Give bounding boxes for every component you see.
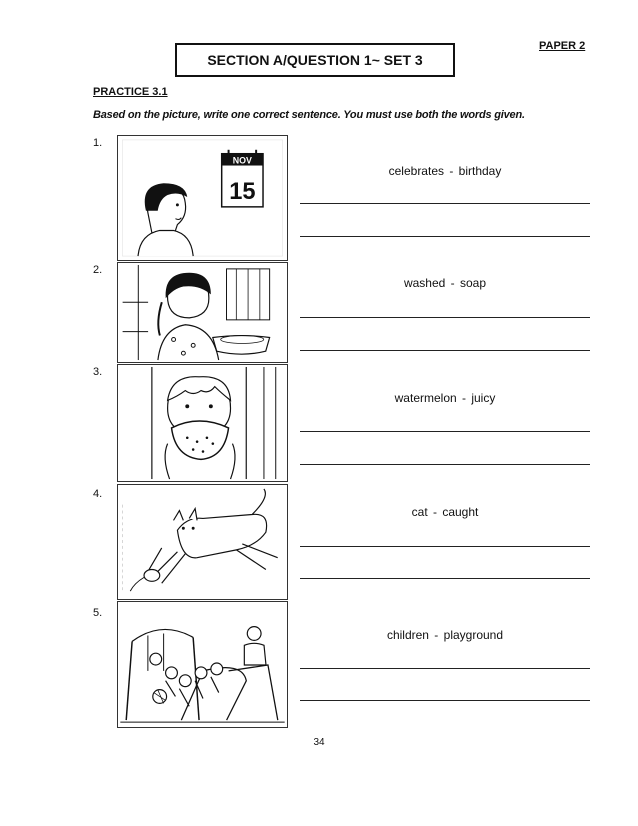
question-number-2: 2. — [93, 264, 103, 276]
answer-line[interactable] — [300, 578, 590, 579]
section-title-box — [175, 43, 455, 77]
question-5-picture — [117, 601, 288, 728]
word-pair-1: celebrates - birthday — [388, 164, 502, 178]
question-3-picture — [117, 364, 288, 482]
calendar-month: NOV — [232, 155, 252, 166]
question-number-4: 4. — [93, 488, 103, 500]
answer-line[interactable] — [300, 546, 590, 547]
word-pair-5: children - playground — [386, 628, 504, 642]
section-title: SECTION A/QUESTION 1~ SET 3 — [207, 52, 423, 68]
word-pair-2: washed - soap — [403, 276, 487, 290]
question-number-1: 1. — [93, 137, 103, 149]
answer-line[interactable] — [300, 236, 590, 237]
question-number-5: 5. — [93, 607, 103, 619]
page-number: 34 — [313, 737, 325, 748]
question-2-picture — [117, 262, 288, 363]
question-number-3: 3. — [93, 366, 103, 378]
paper-label: PAPER 2 — [539, 40, 586, 52]
word-pair-4: cat - caught — [411, 505, 479, 519]
girl-washing-illustration — [118, 263, 287, 362]
question-1-picture — [117, 135, 288, 261]
calendar-day: 15 — [229, 178, 256, 205]
practice-heading: PRACTICE 3.1 — [93, 86, 168, 98]
children-playground-illustration — [118, 602, 287, 727]
calendar-icon — [222, 150, 263, 207]
answer-line[interactable] — [300, 700, 590, 701]
answer-line[interactable] — [300, 317, 590, 318]
answer-line[interactable] — [300, 203, 590, 204]
answer-line[interactable] — [300, 668, 590, 669]
answer-line[interactable] — [300, 431, 590, 432]
boy-watermelon-illustration — [118, 365, 287, 481]
answer-line[interactable] — [300, 464, 590, 465]
cat-catching-mouse-illustration — [118, 485, 287, 599]
question-4-picture — [117, 484, 288, 600]
instructions: Based on the picture, write one correct sentence. You must use both the words given. — [93, 109, 525, 121]
word-pair-3: watermelon - juicy — [394, 391, 496, 405]
answer-line[interactable] — [300, 350, 590, 351]
boy-calendar-illustration — [118, 136, 287, 260]
